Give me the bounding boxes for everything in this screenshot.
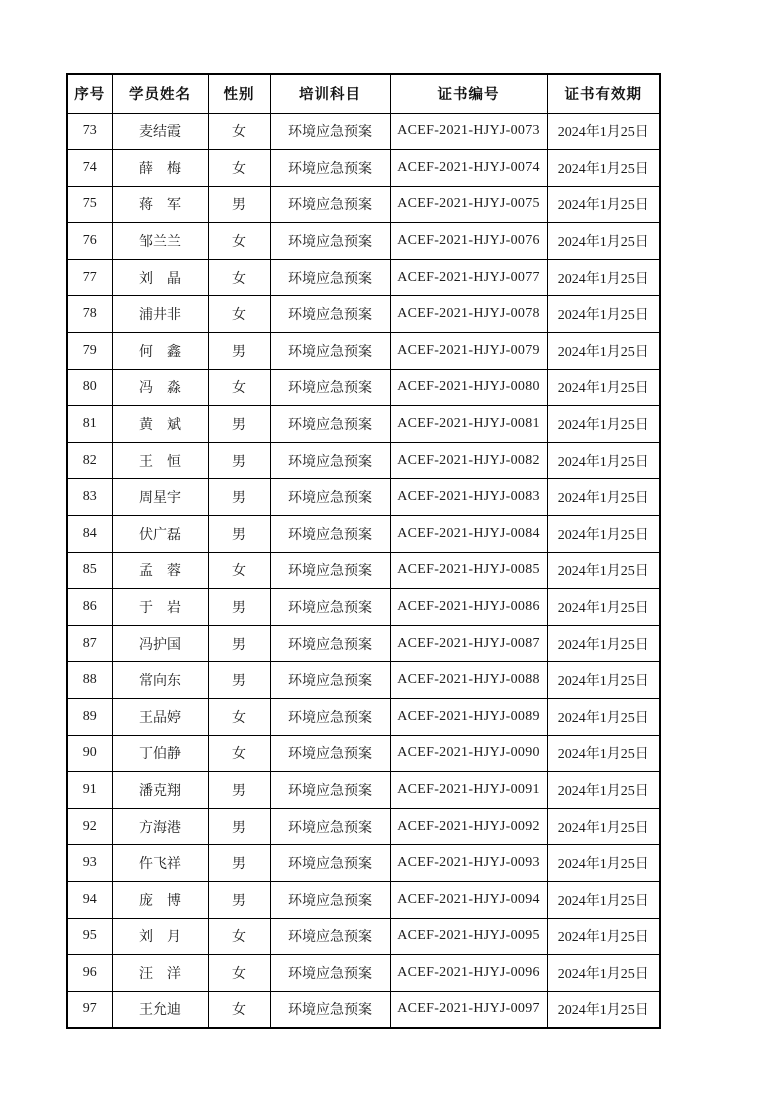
cell-subject: 环境应急预案 — [270, 479, 390, 516]
table-row — [67, 589, 660, 626]
cell-cert_no: ACEF-2021-HJYJ-0097 — [390, 991, 547, 1028]
cell-cert_no: ACEF-2021-HJYJ-0094 — [390, 881, 547, 918]
cell-valid_until: 2024年1月25日 — [547, 442, 660, 479]
cell-valid_until: 2024年1月25日 — [547, 406, 660, 443]
table-row — [67, 845, 660, 882]
cell-name: 王 恒 — [112, 442, 208, 479]
cell-gender: 男 — [208, 808, 270, 845]
table-row — [67, 772, 660, 809]
table-row — [67, 625, 660, 662]
cell-gender: 女 — [208, 735, 270, 772]
table-row — [67, 186, 660, 223]
cell-name: 周星宇 — [112, 479, 208, 516]
cell-subject: 环境应急预案 — [270, 955, 390, 992]
table-row — [67, 552, 660, 589]
table-row — [67, 918, 660, 955]
cell-name: 常向东 — [112, 662, 208, 699]
cell-cert_no: ACEF-2021-HJYJ-0085 — [390, 552, 547, 589]
cell-gender: 男 — [208, 333, 270, 370]
cell-cert_no: ACEF-2021-HJYJ-0080 — [390, 369, 547, 406]
cell-gender: 女 — [208, 991, 270, 1028]
cell-name: 麦结霞 — [112, 113, 208, 150]
table-row — [67, 223, 660, 260]
cell-no: 83 — [67, 479, 112, 516]
table-row — [67, 955, 660, 992]
table-row — [67, 881, 660, 918]
cell-subject: 环境应急预案 — [270, 259, 390, 296]
cell-valid_until: 2024年1月25日 — [547, 259, 660, 296]
cell-subject: 环境应急预案 — [270, 699, 390, 736]
cell-gender: 女 — [208, 918, 270, 955]
cell-cert_no: ACEF-2021-HJYJ-0077 — [390, 259, 547, 296]
cell-subject: 环境应急预案 — [270, 296, 390, 333]
cell-valid_until: 2024年1月25日 — [547, 516, 660, 553]
cell-valid_until: 2024年1月25日 — [547, 918, 660, 955]
table-row — [67, 991, 660, 1028]
cell-valid_until: 2024年1月25日 — [547, 479, 660, 516]
table-row — [67, 662, 660, 699]
cell-subject: 环境应急预案 — [270, 442, 390, 479]
cell-cert_no: ACEF-2021-HJYJ-0090 — [390, 735, 547, 772]
table-row — [67, 369, 660, 406]
cell-cert_no: ACEF-2021-HJYJ-0092 — [390, 808, 547, 845]
cell-cert_no: ACEF-2021-HJYJ-0088 — [390, 662, 547, 699]
cell-valid_until: 2024年1月25日 — [547, 186, 660, 223]
cell-no: 89 — [67, 699, 112, 736]
cell-name: 汪 洋 — [112, 955, 208, 992]
cell-no: 90 — [67, 735, 112, 772]
cell-cert_no: ACEF-2021-HJYJ-0093 — [390, 845, 547, 882]
cell-cert_no: ACEF-2021-HJYJ-0089 — [390, 699, 547, 736]
cell-valid_until: 2024年1月25日 — [547, 552, 660, 589]
table-row — [67, 113, 660, 150]
cell-subject: 环境应急预案 — [270, 113, 390, 150]
cell-gender: 女 — [208, 552, 270, 589]
cell-valid_until: 2024年1月25日 — [547, 845, 660, 882]
cell-subject: 环境应急预案 — [270, 552, 390, 589]
cell-valid_until: 2024年1月25日 — [547, 369, 660, 406]
cell-name: 冯护国 — [112, 625, 208, 662]
cell-name: 蒋 军 — [112, 186, 208, 223]
header-cell-no: 序号 — [67, 74, 112, 113]
cell-name: 方海港 — [112, 808, 208, 845]
cell-name: 王允迪 — [112, 991, 208, 1028]
cell-no: 75 — [67, 186, 112, 223]
cell-subject: 环境应急预案 — [270, 991, 390, 1028]
cell-valid_until: 2024年1月25日 — [547, 881, 660, 918]
header-cell-name: 学员姓名 — [112, 74, 208, 113]
cell-cert_no: ACEF-2021-HJYJ-0073 — [390, 113, 547, 150]
cell-subject: 环境应急预案 — [270, 881, 390, 918]
cell-no: 76 — [67, 223, 112, 260]
cell-cert_no: ACEF-2021-HJYJ-0084 — [390, 516, 547, 553]
cell-cert_no: ACEF-2021-HJYJ-0075 — [390, 186, 547, 223]
cell-valid_until: 2024年1月25日 — [547, 808, 660, 845]
cell-valid_until: 2024年1月25日 — [547, 150, 660, 187]
cell-gender: 女 — [208, 113, 270, 150]
cell-subject: 环境应急预案 — [270, 808, 390, 845]
cell-gender: 女 — [208, 150, 270, 187]
cell-valid_until: 2024年1月25日 — [547, 296, 660, 333]
cell-gender: 男 — [208, 442, 270, 479]
cell-no: 86 — [67, 589, 112, 626]
cell-no: 93 — [67, 845, 112, 882]
cell-name: 浦井非 — [112, 296, 208, 333]
cell-name: 孟 蓉 — [112, 552, 208, 589]
cell-no: 91 — [67, 772, 112, 809]
cell-subject: 环境应急预案 — [270, 223, 390, 260]
cell-valid_until: 2024年1月25日 — [547, 333, 660, 370]
table-header — [67, 74, 660, 113]
cell-no: 77 — [67, 259, 112, 296]
table-row — [67, 735, 660, 772]
cell-valid_until: 2024年1月25日 — [547, 662, 660, 699]
cell-cert_no: ACEF-2021-HJYJ-0074 — [390, 150, 547, 187]
cell-cert_no: ACEF-2021-HJYJ-0095 — [390, 918, 547, 955]
cell-subject: 环境应急预案 — [270, 406, 390, 443]
cell-gender: 男 — [208, 479, 270, 516]
header-cell-cert_no: 证书编号 — [390, 74, 547, 113]
cell-no: 73 — [67, 113, 112, 150]
cell-cert_no: ACEF-2021-HJYJ-0086 — [390, 589, 547, 626]
header-cell-subject: 培训科目 — [270, 74, 390, 113]
cell-no: 78 — [67, 296, 112, 333]
cell-gender: 男 — [208, 516, 270, 553]
cell-valid_until: 2024年1月25日 — [547, 991, 660, 1028]
cell-valid_until: 2024年1月25日 — [547, 223, 660, 260]
cell-no: 97 — [67, 991, 112, 1028]
table-row — [67, 479, 660, 516]
cell-valid_until: 2024年1月25日 — [547, 955, 660, 992]
cell-no: 87 — [67, 625, 112, 662]
cell-cert_no: ACEF-2021-HJYJ-0082 — [390, 442, 547, 479]
cell-name: 黄 斌 — [112, 406, 208, 443]
cell-gender: 男 — [208, 186, 270, 223]
cell-subject: 环境应急预案 — [270, 333, 390, 370]
cell-name: 薛 梅 — [112, 150, 208, 187]
table-row — [67, 442, 660, 479]
cell-gender: 女 — [208, 223, 270, 260]
table-header-row — [67, 74, 660, 113]
cell-subject: 环境应急预案 — [270, 369, 390, 406]
cell-subject: 环境应急预案 — [270, 845, 390, 882]
cell-cert_no: ACEF-2021-HJYJ-0076 — [390, 223, 547, 260]
cell-no: 84 — [67, 516, 112, 553]
table-row — [67, 150, 660, 187]
cell-gender: 女 — [208, 369, 270, 406]
cell-no: 85 — [67, 552, 112, 589]
cell-no: 92 — [67, 808, 112, 845]
cell-subject: 环境应急预案 — [270, 772, 390, 809]
cell-gender: 女 — [208, 296, 270, 333]
cell-subject: 环境应急预案 — [270, 662, 390, 699]
cell-gender: 男 — [208, 589, 270, 626]
cell-name: 潘克翔 — [112, 772, 208, 809]
certificate-table — [66, 73, 661, 1029]
cell-name: 刘 晶 — [112, 259, 208, 296]
table-row — [67, 808, 660, 845]
cell-valid_until: 2024年1月25日 — [547, 589, 660, 626]
cell-subject: 环境应急预案 — [270, 918, 390, 955]
cell-cert_no: ACEF-2021-HJYJ-0083 — [390, 479, 547, 516]
table-row — [67, 333, 660, 370]
cell-subject: 环境应急预案 — [270, 516, 390, 553]
cell-no: 94 — [67, 881, 112, 918]
cell-gender: 男 — [208, 881, 270, 918]
cell-name: 何 鑫 — [112, 333, 208, 370]
cell-valid_until: 2024年1月25日 — [547, 113, 660, 150]
cell-cert_no: ACEF-2021-HJYJ-0078 — [390, 296, 547, 333]
cell-name: 庞 博 — [112, 881, 208, 918]
cell-name: 王品婷 — [112, 699, 208, 736]
cell-no: 82 — [67, 442, 112, 479]
cell-name: 于 岩 — [112, 589, 208, 626]
cell-name: 刘 月 — [112, 918, 208, 955]
table-row — [67, 516, 660, 553]
cell-cert_no: ACEF-2021-HJYJ-0087 — [390, 625, 547, 662]
cell-no: 79 — [67, 333, 112, 370]
cell-name: 丁伯静 — [112, 735, 208, 772]
cell-gender: 男 — [208, 845, 270, 882]
cell-valid_until: 2024年1月25日 — [547, 625, 660, 662]
cell-name: 伏广磊 — [112, 516, 208, 553]
header-cell-valid_until: 证书有效期 — [547, 74, 660, 113]
table-body — [67, 113, 660, 1028]
cell-no: 74 — [67, 150, 112, 187]
cell-no: 96 — [67, 955, 112, 992]
cell-valid_until: 2024年1月25日 — [547, 735, 660, 772]
cell-gender: 男 — [208, 625, 270, 662]
cell-no: 81 — [67, 406, 112, 443]
cell-gender: 女 — [208, 259, 270, 296]
cell-no: 80 — [67, 369, 112, 406]
cell-cert_no: ACEF-2021-HJYJ-0081 — [390, 406, 547, 443]
cell-gender: 男 — [208, 772, 270, 809]
cell-subject: 环境应急预案 — [270, 186, 390, 223]
table-row — [67, 699, 660, 736]
certificate-table-container — [66, 73, 661, 1029]
cell-cert_no: ACEF-2021-HJYJ-0091 — [390, 772, 547, 809]
cell-gender: 男 — [208, 406, 270, 443]
table-row — [67, 406, 660, 443]
table-row — [67, 259, 660, 296]
cell-no: 88 — [67, 662, 112, 699]
cell-gender: 女 — [208, 699, 270, 736]
cell-gender: 男 — [208, 662, 270, 699]
cell-cert_no: ACEF-2021-HJYJ-0096 — [390, 955, 547, 992]
cell-valid_until: 2024年1月25日 — [547, 699, 660, 736]
cell-no: 95 — [67, 918, 112, 955]
cell-name: 仵飞祥 — [112, 845, 208, 882]
cell-subject: 环境应急预案 — [270, 589, 390, 626]
cell-name: 冯 淼 — [112, 369, 208, 406]
header-cell-gender: 性别 — [208, 74, 270, 113]
cell-cert_no: ACEF-2021-HJYJ-0079 — [390, 333, 547, 370]
table-row — [67, 296, 660, 333]
cell-subject: 环境应急预案 — [270, 735, 390, 772]
cell-valid_until: 2024年1月25日 — [547, 772, 660, 809]
cell-subject: 环境应急预案 — [270, 625, 390, 662]
cell-subject: 环境应急预案 — [270, 150, 390, 187]
cell-gender: 女 — [208, 955, 270, 992]
cell-name: 邹兰兰 — [112, 223, 208, 260]
